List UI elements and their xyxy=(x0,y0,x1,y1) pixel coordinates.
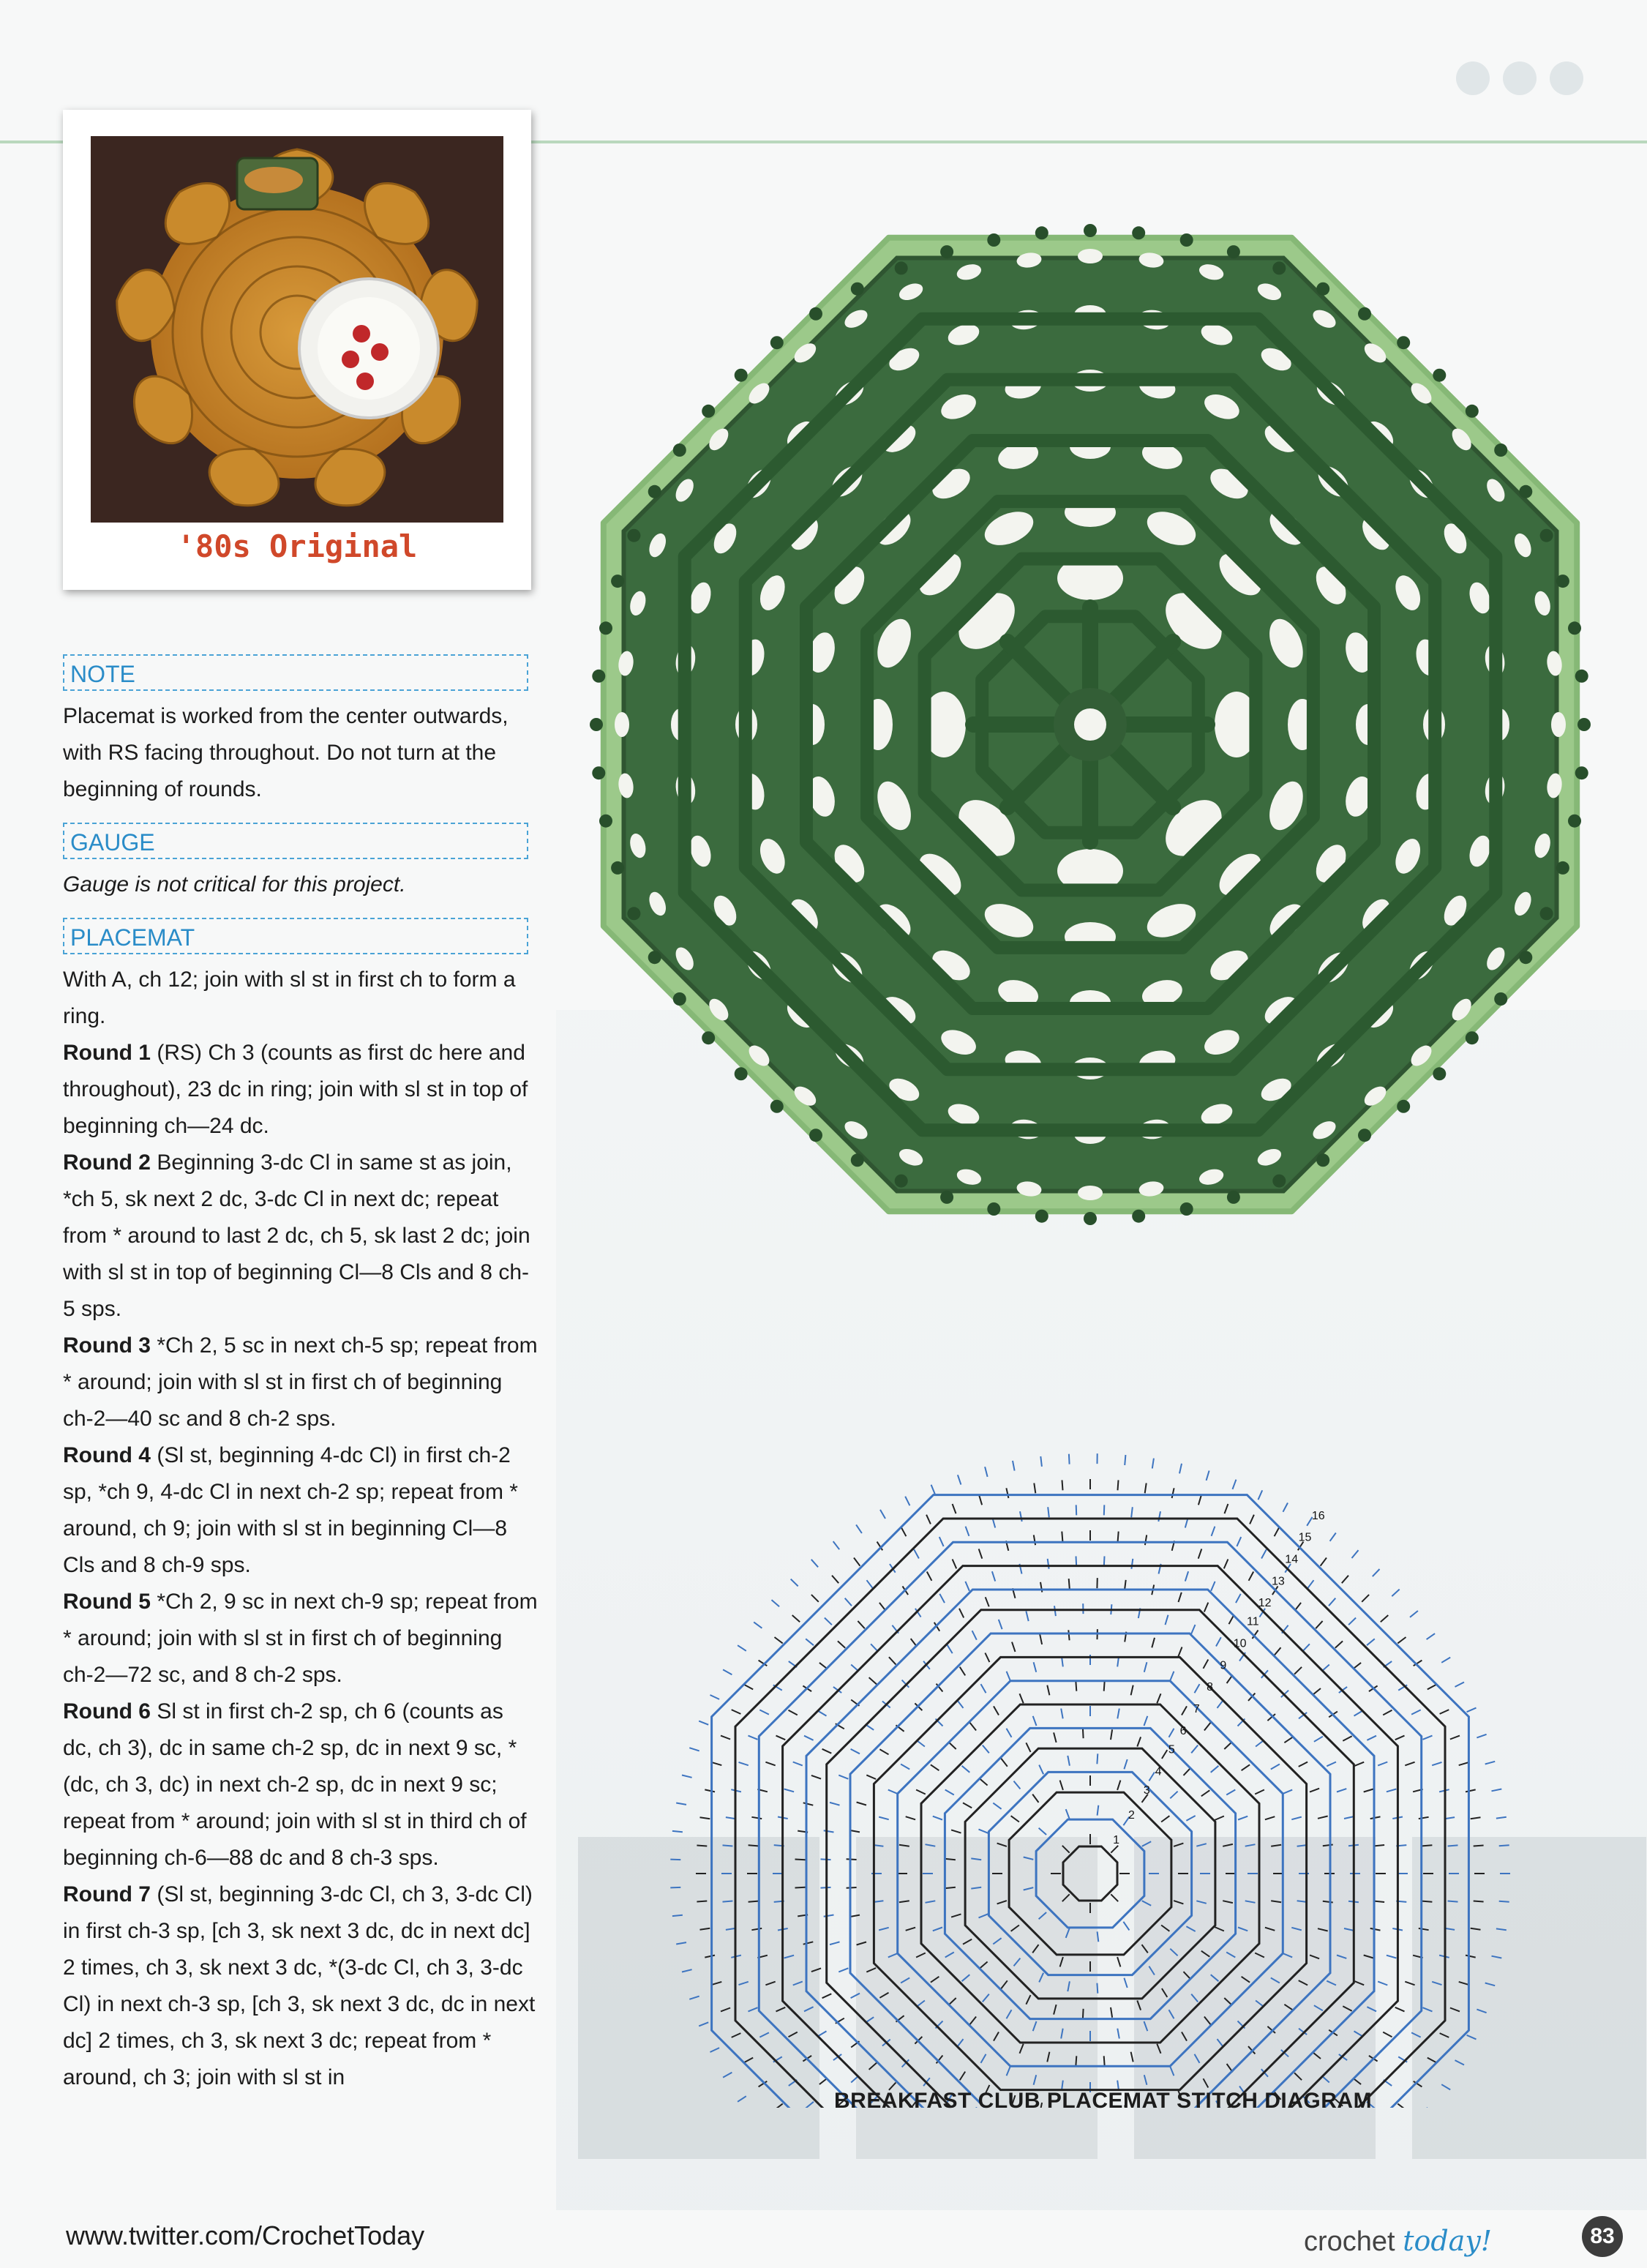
note-text: Placemat is worked from the center outwards, with RS facing throughout. Do not turn at the beginning of rounds. xyxy=(63,704,509,801)
diagram-round-number: 15 xyxy=(1298,1531,1312,1544)
round-text: Sl st in first ch-2 sp, ch 6 (counts as dc, ch 3), dc in same ch-2 sp, dc in next 9 sc, *(dc, ch 3, dc) in next ch-2 sp, dc in next 9 sc; repeat from * around; join with sl st in third ch of beginning ch-6—88 dc and 8 ch-3 sps. xyxy=(63,1699,527,1870)
round-label: Round 5 xyxy=(63,1590,151,1614)
brand-script: today! xyxy=(1403,2225,1493,2257)
round-instruction xyxy=(63,1437,539,1584)
round-instruction xyxy=(63,1584,539,1693)
page-number: 83 xyxy=(1582,2216,1623,2257)
round-instruction xyxy=(63,1876,539,2096)
round-label: Round 6 xyxy=(63,1699,151,1724)
round-text: *Ch 2, 5 sc in next ch-5 sp; repeat from * around; join with sl st in first ch of beginning ch-2—40 sc and 8 ch-2 sps. xyxy=(63,1333,538,1431)
diagram-round-number: 8 xyxy=(1207,1681,1214,1694)
diagram-caption: BREAKFAST CLUB PLACEMAT STITCH DIAGRAM xyxy=(834,2089,1373,2113)
round-instruction xyxy=(63,1145,539,1328)
round-text: Beginning 3-dc Cl in same st as join, *ch 5, sk next 2 dc, 3-dc Cl in next dc; repeat from * around to last 2 dc, ch 5, sk last 2 dc; join with sl st in top of beginning Cl—8 Cls and 8 ch-5 sps. xyxy=(63,1150,530,1321)
diagram-round-number: 14 xyxy=(1285,1553,1299,1566)
original-photo-card xyxy=(63,110,531,590)
diagram-round-number: 5 xyxy=(1168,1743,1175,1756)
placemat-heading: PLACEMAT xyxy=(63,918,528,954)
round-label: Round 3 xyxy=(63,1333,151,1358)
round-instruction xyxy=(63,1035,539,1145)
placemat-intro: With A, ch 12; join with sl st in first ch to form a ring. xyxy=(63,968,516,1028)
gauge-heading: GAUGE xyxy=(63,823,528,859)
pattern-instructions xyxy=(63,644,539,2096)
round-label: Round 4 xyxy=(63,1443,151,1467)
top-decor xyxy=(1456,61,1583,95)
round-instruction xyxy=(63,1328,539,1437)
green-placemat-photo xyxy=(556,212,1624,1259)
round-label: Round 2 xyxy=(63,1150,151,1175)
footer-url[interactable]: www.twitter.com/CrochetToday xyxy=(66,2220,425,2250)
diagram-round-number: 3 xyxy=(1143,1784,1150,1797)
rounds-list xyxy=(63,1035,539,2096)
brand-logo xyxy=(1304,2225,1492,2258)
diagram-round-number: 1 xyxy=(1113,1834,1120,1847)
original-doily-photo xyxy=(91,136,503,523)
round-label: Round 7 xyxy=(63,1882,151,1906)
round-text: (RS) Ch 3 (counts as first dc here and throughout), 23 dc in ring; join with sl st in top of beginning ch—24 dc. xyxy=(63,1041,528,1138)
diagram-round-number: 9 xyxy=(1220,1659,1227,1672)
diagram-round-number: 6 xyxy=(1179,1724,1187,1737)
diagram-round-number: 16 xyxy=(1311,1509,1325,1522)
diagram-round-number: 4 xyxy=(1155,1765,1162,1778)
stitch-diagram xyxy=(563,1317,1617,2108)
diagram-round-number: 7 xyxy=(1193,1703,1200,1715)
note-heading: NOTE xyxy=(63,654,528,691)
round-label: Round 1 xyxy=(63,1041,151,1065)
gauge-text: Gauge is not critical for this project. xyxy=(63,872,406,897)
round-text: *Ch 2, 9 sc in next ch-9 sp; repeat from * around; join with sl st in first ch of beginning ch-2—72 sc, and 8 ch-2 sps. xyxy=(63,1590,538,1687)
diagram-round-number: 12 xyxy=(1258,1597,1272,1610)
photo-caption: '80s Original xyxy=(176,528,418,564)
round-text: (Sl st, beginning 3-dc Cl, ch 3, 3-dc Cl) in first ch-3 sp, [ch 3, sk next 3 dc, dc in next dc] 2 times, ch 3, sk next 3 dc, *(3-dc Cl, ch 3, 3-dc Cl) in next ch-3 sp, [ch 3, sk next 3 dc, dc in next dc] 2 times, ch 3, sk next 3 dc; repeat from * around, ch 3; join with sl st in xyxy=(63,1882,536,2089)
diagram-round-number: 13 xyxy=(1272,1575,1285,1588)
diagram-round-number: 11 xyxy=(1247,1615,1259,1628)
diagram-round-number: 10 xyxy=(1233,1637,1247,1650)
brand-word: crochet xyxy=(1304,2226,1395,2257)
round-text: (Sl st, beginning 4-dc Cl) in first ch-2 sp, *ch 9, 4-dc Cl in next ch-2 sp; repeat from * around, ch 9; join with sl st in beginning Cl—8 Cls and 8 ch-9 sps. xyxy=(63,1443,518,1577)
diagram-round-number: 2 xyxy=(1128,1809,1135,1822)
round-instruction xyxy=(63,1693,539,1876)
